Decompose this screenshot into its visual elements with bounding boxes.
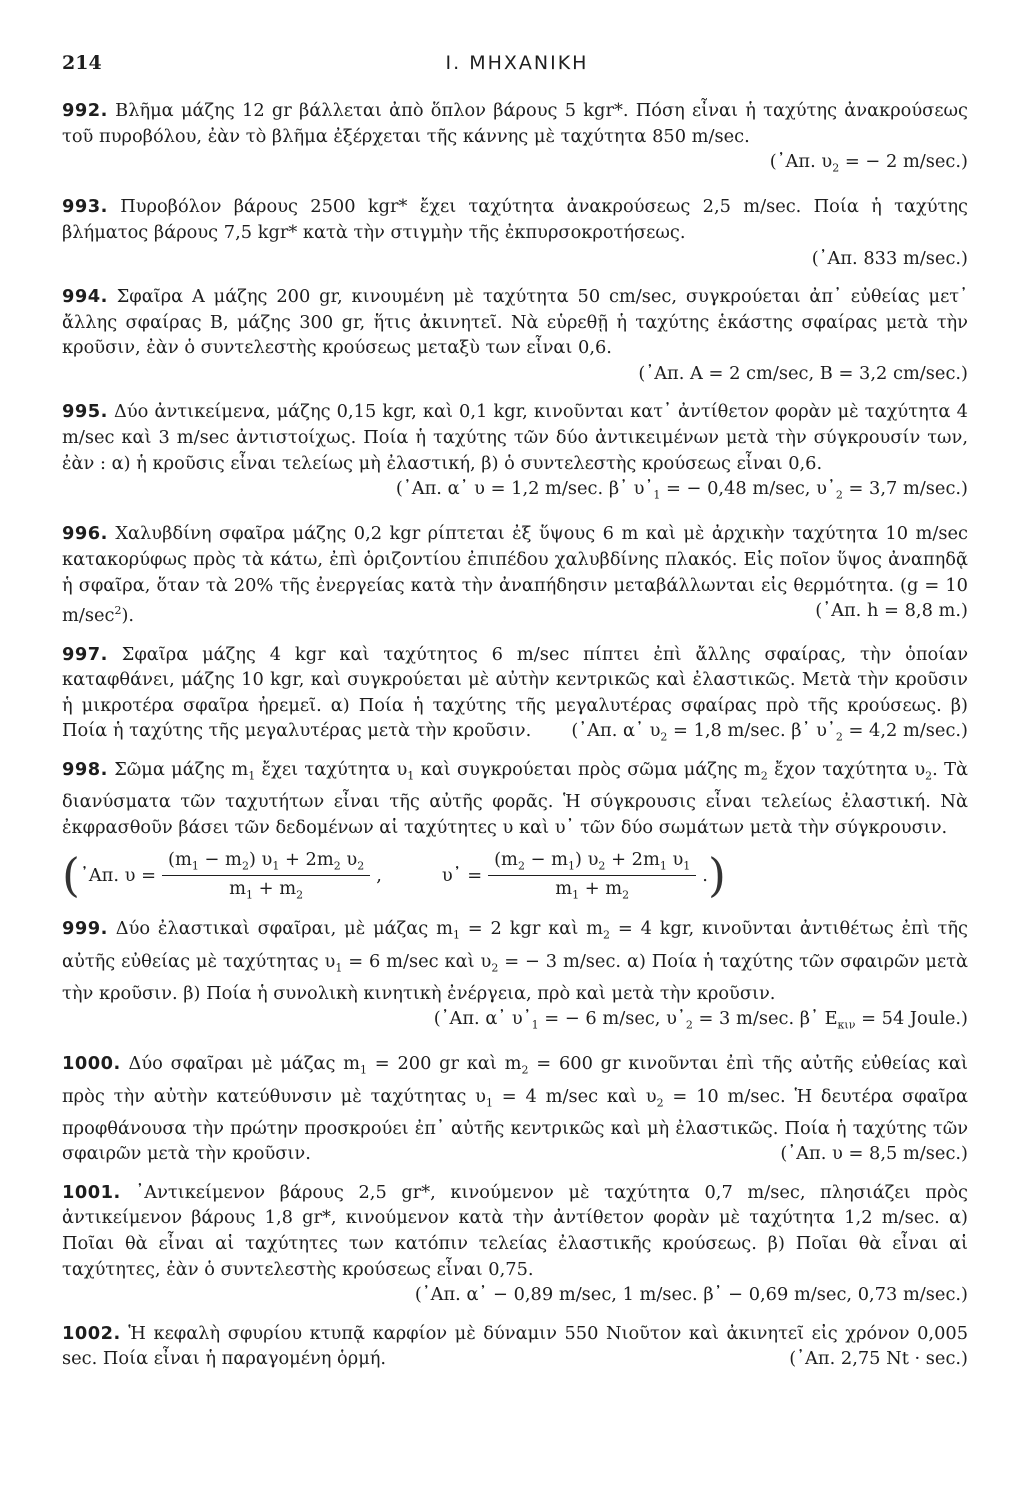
problem-answer: (᾿Απ. Α = 2 cm/sec, Β = 3,2 cm/sec.) (638, 362, 968, 384)
problem-995 (62, 399, 968, 508)
problem-number: 997. (62, 643, 108, 665)
running-head: I. ΜΗΧΑΝΙΚΗ (445, 52, 589, 74)
problem-1000 (62, 1051, 968, 1166)
problem-text: Σφαῖρα μάζης 4 kgr καὶ ταχύτητος 6 m/sec πίπτει ἐπὶ ἄλλης σφαίρας, τὴν ὁποίαν καταφθάνει, μάζης 10 kgr, καὶ συγκρούεται μὲ αὐτὴν κεντρικῶς καὶ ἐλαστικῶς. Μετὰ τὴν κροῦσιν ἡ μικροτέρα σφαῖρα ἠρεμεῖ. α) Ποία ἡ ταχύτης τῆς μεγαλυτέρας σφαίρας πρὸ τῆς κρούσεως. β) Ποία ἡ ταχύτης τῆς μεγαλυτέρας μετὰ τὴν κροῦσιν. (᾿Απ. α᾿ $\upsilon_2 = 1,8$ m/sec. β᾿ $\upsilon᾿_2 = 4,2$ m/sec.) (62, 643, 969, 745)
problem-answer: (᾿Απ. 833 m/sec.) (811, 247, 968, 269)
problem-number: 994. (62, 286, 108, 308)
fraction-2-numerator: $(m_2 - m_1) \upsilon_2 + 2m_1$ $\upsilon_1$ (488, 849, 696, 876)
problem-text: ᾿Αντικείμενον βάρους 2,5 gr*, κινούμενον μὲ ταχύτητα 0,7 m/sec, πλησιάζει πρὸς ἀντικείμενον βάρους 1,8 gr*, κινούμενον κατὰ τὴν ἀντίθετον φορὰν μὲ ταχύτητα 1,2 m/sec. α) Ποῖαι θὰ εἶναι αἱ ταχύτητες των κατόπιν τελείας ἐλαστικῆς κρούσεως. β) Ποῖαι θὰ εἶναι αἱ ταχύτητες, ἐὰν ὁ συντελεστὴς κρούσεως εἶναι 0,75. (62, 1181, 968, 1280)
problem-number: 995. (62, 401, 108, 423)
page-number: 214 (62, 52, 102, 74)
fraction-1-numerator: $(m_1 - m_2) \upsilon_1 + 2m_2$ $\upsilon_2$ (162, 849, 370, 876)
page-header (62, 52, 972, 84)
problem-993 (62, 194, 968, 271)
problem-number: 998. (62, 759, 108, 781)
problem-text: Σφαῖρα Α μάζης 200 gr, κινουμένη μὲ ταχύτητα 50 cm/sec, συγκρούεται ἀπ᾿ εὐθείας μετ᾿ ἄλλης σφαίρας Β, μάζης 300 gr, ἥτις ἀκινητεῖ. Νὰ εὑρεθῇ ἡ ταχύτης ἑκάστης σφαίρας μετὰ τὴν κροῦσιν, ἐὰν ὁ συντελεστὴς κρούσεως μεταξὺ των εἶναι 0,6. (62, 286, 969, 359)
problem-999 (62, 916, 968, 1038)
problem-text: Δύο ἐλαστικαὶ σφαῖραι, μὲ μάζας $m_1 = 2$ kgr καὶ $m_2 = 4$ kgr, κινοῦνται ἀντιθέτως ἐπὶ τῆς αὐτῆς εὐθείας μὲ ταχύτητας $\upsilon_1 = 6$ m/sec καὶ $\upsilon_2$ = − 3 m/sec. α) Ποία ἡ ταχύτης τῶν σφαιρῶν μετὰ τὴν κροῦσιν. β) Ποία ἡ συνολικὴ κινητικὴ ἐνέργεια, πρὸ καὶ μετὰ τὴν κροῦσιν. (62, 918, 968, 1004)
left-paren: ( (62, 848, 80, 903)
formula-998 (62, 846, 968, 904)
problems-list (62, 98, 968, 1385)
problem-998 (62, 757, 968, 840)
problem-text: Σῶμα μάζης $m_1$ ἔχει ταχύτητα $\upsilon_1$ καὶ συγκρούεται πρὸς σῶμα μάζης $m_2$ ἔχον ταχύτητα $\upsilon_2$. Τὰ διανύσματα τῶν ταχυτήτων εἶναι τῆς αὐτῆς φορᾶς. Ἡ σύγκρουσις εἶναι τελείως ἐλαστική. Νὰ ἐκφρασθοῦν βάσει τῶν δεδομένων αἱ ταχύτητες υ καὶ υ᾿ τῶν δύο σωμάτων μετὰ τὴν σύγκρουσιν. (62, 759, 968, 838)
fraction-2 (488, 849, 696, 901)
period: . (702, 864, 708, 886)
problem-994 (62, 284, 968, 386)
problem-number: 1002. (62, 1322, 121, 1344)
problem-1001 (62, 1180, 968, 1308)
problem-text: Δύο ἀντικείμενα, μάζης 0,15 kgr, καὶ 0,1 kgr, κινοῦνται κατ᾿ ἀντίθετον φορὰν μὲ ταχύτητα 4 m/sec καὶ 3 m/sec ἀντιστοίχως. Ποία ἡ ταχύτης τῶν δύο ἀντικειμένων μετὰ τὴν σύγκρουσίν των, ἐὰν : α) ἡ κροῦσις εἶναι τελείως μὴ ἐλαστική, β) ὁ συντελεστὴς κρούσεως εἶναι 0,6. (62, 401, 968, 474)
comma: , (376, 864, 382, 886)
problem-992 (62, 98, 968, 181)
problem-text: Πυροβόλον βάρους 2500 kgr* ἔχει ταχύτητα ἀνακρούσεως 2,5 m/sec. Ποία ἡ ταχύτης βλήματος βάρους 7,5 kgr* κατὰ τὴν στιγμὴν τῆς ἐκπυρσοκροτήσεως. (62, 196, 968, 243)
problem-text: Χαλυβδίνη σφαῖρα μάζης 0,2 kgr ρίπτεται ἐξ ὕψους 6 m καὶ μὲ ἀρχικὴν ταχύτητα 10 m/sec κατακορύφως πρὸς τὰ κάτω, ἐπὶ ὁριζοντίου ἐπιπέδου χαλυβδίνης πλακός. Εἰς ποῖον ὕψος ἀναπηδᾷ ἡ σφαῖρα, ὅταν τὰ 20% τῆς ἐνεργείας κατὰ τὴν ἀναπήδησιν μεταβάλλωνται εἰς θερμότητα. (g = 10 $m/\sec^2$). (᾿Απ. h = 8,8 m.) (62, 523, 968, 627)
problem-answer: (᾿Απ. α᾿ υ = 1,2 m/sec. β᾿ $\upsilon᾿_1$ = − 0,48 m/sec, $\upsilon᾿_2 = 3,7$ m/sec.) (395, 478, 968, 502)
problem-number: 1001. (62, 1181, 121, 1203)
problem-1002 (62, 1321, 968, 1372)
formula-mid: υ᾿ = (441, 864, 483, 886)
problem-answer: (᾿Απ. $\upsilon_2$ = − 2 m/sec.) (769, 151, 968, 175)
problem-answer: (᾿Απ. α᾿ $\upsilon᾿_1$ = − 6 m/sec, $\upsilon᾿_2 = 3$ m/sec. β᾿ $E_{\kappa\iota\nu} = 54$ Joule.) (433, 1008, 968, 1032)
problem-997 (62, 642, 968, 744)
right-paren: ) (707, 848, 726, 903)
problem-text: Βλῆμα μάζης 12 gr βάλλεται ἀπὸ ὅπλον βάρους 5 kgr*. Πόση εἶναι ἡ ταχύτης ἀνακρούσεως τοῦ πυροβόλου, ἐὰν τὸ βλῆμα ἐξέρχεται τῆς κάννης μὲ ταχύτητα 850 m/sec. (62, 100, 968, 147)
problem-text: Δύο σφαῖραι μὲ μάζας $m_1 = 200$ gr καὶ $m_2 = 600$ gr κινοῦνται ἐπὶ τῆς αὐτῆς εὐθείας καὶ πρὸς τὴν αὐτὴν κατεύθυνσιν μὲ ταχύτητας $\upsilon_1 = 4$ m/sec καὶ $\upsilon_2 = 10$ m/sec. Ἡ δευτέρα σφαῖρα προφθάνουσα τὴν πρώτην προσκρούει ἐπ᾿ αὐτῆς κεντρικῶς καὶ μὴ ἐλαστικῶς. Ποία ἡ ταχύτης τῶν σφαιρῶν μετὰ τὴν κροῦσιν. (᾿Απ. υ = 8,5 m/sec.) (62, 1053, 969, 1165)
problem-number: 996. (62, 523, 108, 545)
problem-number: 1000. (62, 1053, 121, 1075)
formula-prefix: ᾿Απ. υ = (79, 864, 157, 886)
problem-number: 993. (62, 196, 108, 218)
problem-answer: (᾿Απ. α᾿ − 0,89 m/sec, 1 m/sec. β᾿ − 0,69 m/sec, 0,73 m/sec.) (414, 1284, 968, 1306)
problem-996 (62, 521, 968, 628)
fraction-2-denominator: $m_1 + m_2$ (555, 877, 630, 902)
problem-number: 999. (62, 918, 108, 940)
problem-number: 992. (62, 100, 108, 121)
problem-text: Ἡ κεφαλὴ σφυρίου κτυπᾷ καρφίον μὲ δύναμιν 550 Νιοῦτον καὶ ἀκινητεῖ εἰς χρόνον 0,005 sec. Ποία εἶναι ἡ παραγομένη ὁρμή. (᾿Απ. 2,75 Nt · sec.) (62, 1322, 969, 1370)
fraction-1-denominator: $m_1 + m_2$ (229, 877, 304, 902)
fraction-1 (162, 849, 370, 901)
